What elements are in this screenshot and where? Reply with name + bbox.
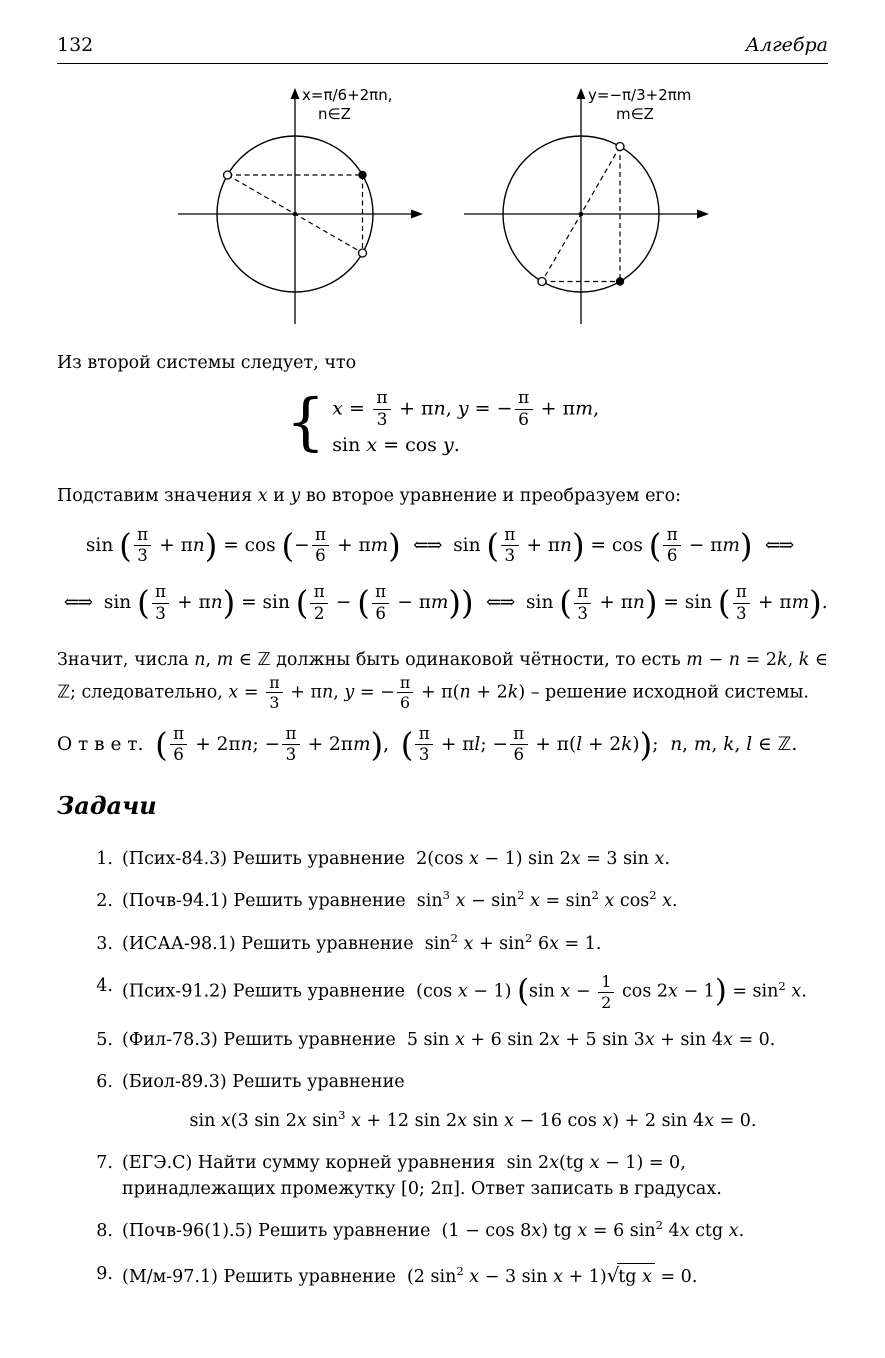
problem-text: (Псих-84.3) Решить уравнение 2(cos x − 1) sin 2x = 3 sin x. (122, 849, 670, 870)
origin-point (292, 212, 297, 217)
problem-text: (Почв-94.1) Решить уравнение $\sin^3 x - \sin^2 x = \sin^2 x$ $\cos^2 x$. (122, 888, 678, 912)
figures-row (57, 86, 828, 326)
problem-number: 3. (96, 933, 113, 954)
system-lines (332, 386, 599, 458)
problem-text: (ИСАА-98.1) Решить уравнение $\sin^2 x + \sin^2 6x = 1$. (122, 930, 602, 954)
axis-arrow-right-icon (697, 210, 709, 219)
problem-text: (ЕГЭ.С) Найти сумму корней уравнения sin 2x(tg x − 1) = 0, принадлежащих промежутку [0; 2π]. Ответ записать в градусах. (122, 1152, 722, 1200)
system-line-2: sin x = cos y. (332, 433, 460, 456)
equation-chain-line-2: ⇐⇒ sin ( $\frac{\pi}{3}$ + πn) = sin ( $\frac{\pi}{2}$ − ( $\frac{\pi}{6}$ − πm)) ⇐⇒ sin ( $\frac{\pi}{3}$ + πn) = sin ( $\frac{\pi}{3}$ + πm). (63, 582, 828, 623)
solution-point-minus60deg (615, 277, 623, 285)
figure-label-y-line1: y=−π/3+2πm (587, 86, 691, 104)
page-header (57, 34, 828, 64)
origin-point (578, 212, 583, 217)
open-point-150deg (223, 171, 231, 179)
axis-arrow-up-icon (576, 88, 585, 99)
paragraph-intro: Из второй системы следует, что (57, 353, 357, 373)
problem-item (83, 888, 824, 914)
problem-number: 9. (96, 1263, 113, 1284)
problem-number: 5. (96, 1030, 113, 1051)
problem-number: 6. (96, 1072, 113, 1093)
page-number: 132 (57, 34, 94, 56)
problem-text: (Биол-89.3) Решить уравнение sin x(3 sin 2x $\sin^3 x + 12$ sin 2x sin x − 16 cos x) + 2 sin 4x = 0. (122, 1072, 757, 1131)
problem-item (83, 1218, 824, 1244)
unit-circle-figure-x (160, 86, 440, 326)
equation-system (57, 386, 828, 458)
unit-circle-figure-y (446, 86, 726, 326)
problem-text: (Почв-96(1).5) Решить уравнение (1 − cos 8x) tg x = 6 $\sin^2 4x$ ctg x. (122, 1218, 745, 1242)
problem-item (83, 1261, 824, 1290)
axis-arrow-right-icon (411, 210, 423, 219)
equation-chain-line-1: sin ( $\frac{\pi}{3}$ + πn) = cos (− $\frac{\pi}{6}$ + πm) ⇐⇒ sin ( $\frac{\pi}{3}$ + πn) = cos ( $\frac{\pi}{6}$ − πm) ⇐⇒ (85, 524, 793, 566)
problem-number: 8. (96, 1221, 113, 1242)
system-line-1: x = $\frac{\pi}{3}$ + πn, y = − $\frac{\pi}{6}$ + πm, (332, 388, 600, 431)
running-title: Алгебра (745, 34, 828, 56)
open-point-60deg (616, 143, 624, 151)
problem-item (83, 973, 824, 1011)
problem-text: (Псих-91.2) Решить уравнение (cos x − 1) (sin x − $\frac{1}{2}$ $\cos 2x - 1) = \sin^2 x$. (122, 971, 807, 1012)
axis-arrow-up-icon (290, 88, 299, 99)
problem-item (83, 1150, 824, 1203)
problem-item (83, 1027, 824, 1053)
problem-number: 4. (96, 975, 113, 996)
section-heading-tasks: Задачи (57, 791, 157, 821)
open-point-minus120deg (538, 278, 546, 286)
problem-number: 2. (96, 891, 113, 912)
paragraph-conclusion: Значит, числа n, m ∈ ℤ должны быть одинаковой чётности, то есть m − n = 2k, k ∈ ℤ; следовательно, x = $\frac{\pi}{3}$ + πn, y = − $\frac{\pi}{6}$ + π(n + 2k) – решение исходной системы. (57, 650, 828, 713)
problem-list (57, 824, 828, 1290)
figure-label-y-line2: m∈Z (615, 105, 654, 123)
problem-number: 1. (96, 849, 113, 870)
problem-number: 7. (96, 1152, 113, 1173)
problem-text: (Фил-78.3) Решить уравнение 5 sin x + 6 sin 2x + 5 sin 3x + sin 4x = 0. (122, 1030, 776, 1051)
problem-item (83, 846, 824, 872)
figure-label-x-line2: n∈Z (317, 105, 351, 123)
answer-line: О т в е т. ( $\frac{\pi}{6}$ + 2πn; − $\frac{\pi}{3}$ + 2πm), ( $\frac{\pi}{3}$ + πl; − $\frac{\pi}{6}$ + π(l + 2k)); n, m, k, l ∈ ℤ. (57, 723, 798, 765)
problem-item (83, 1069, 824, 1134)
problem-text: (М/м-97.1) Решить уравнение (2 $\sin^2 x - 3$ sin x + 1)√tg x = 0. (122, 1261, 824, 1290)
solution-point-30deg (358, 171, 366, 179)
problem-item (83, 931, 824, 957)
figure-label-x-line1: x=π/6+2πn, (301, 86, 392, 104)
system-brace: { (285, 384, 326, 458)
open-point-minus30deg (358, 249, 366, 257)
paragraph-substitute: Подставим значения x и y во второе уравнение и преобразуем его: (57, 485, 682, 506)
